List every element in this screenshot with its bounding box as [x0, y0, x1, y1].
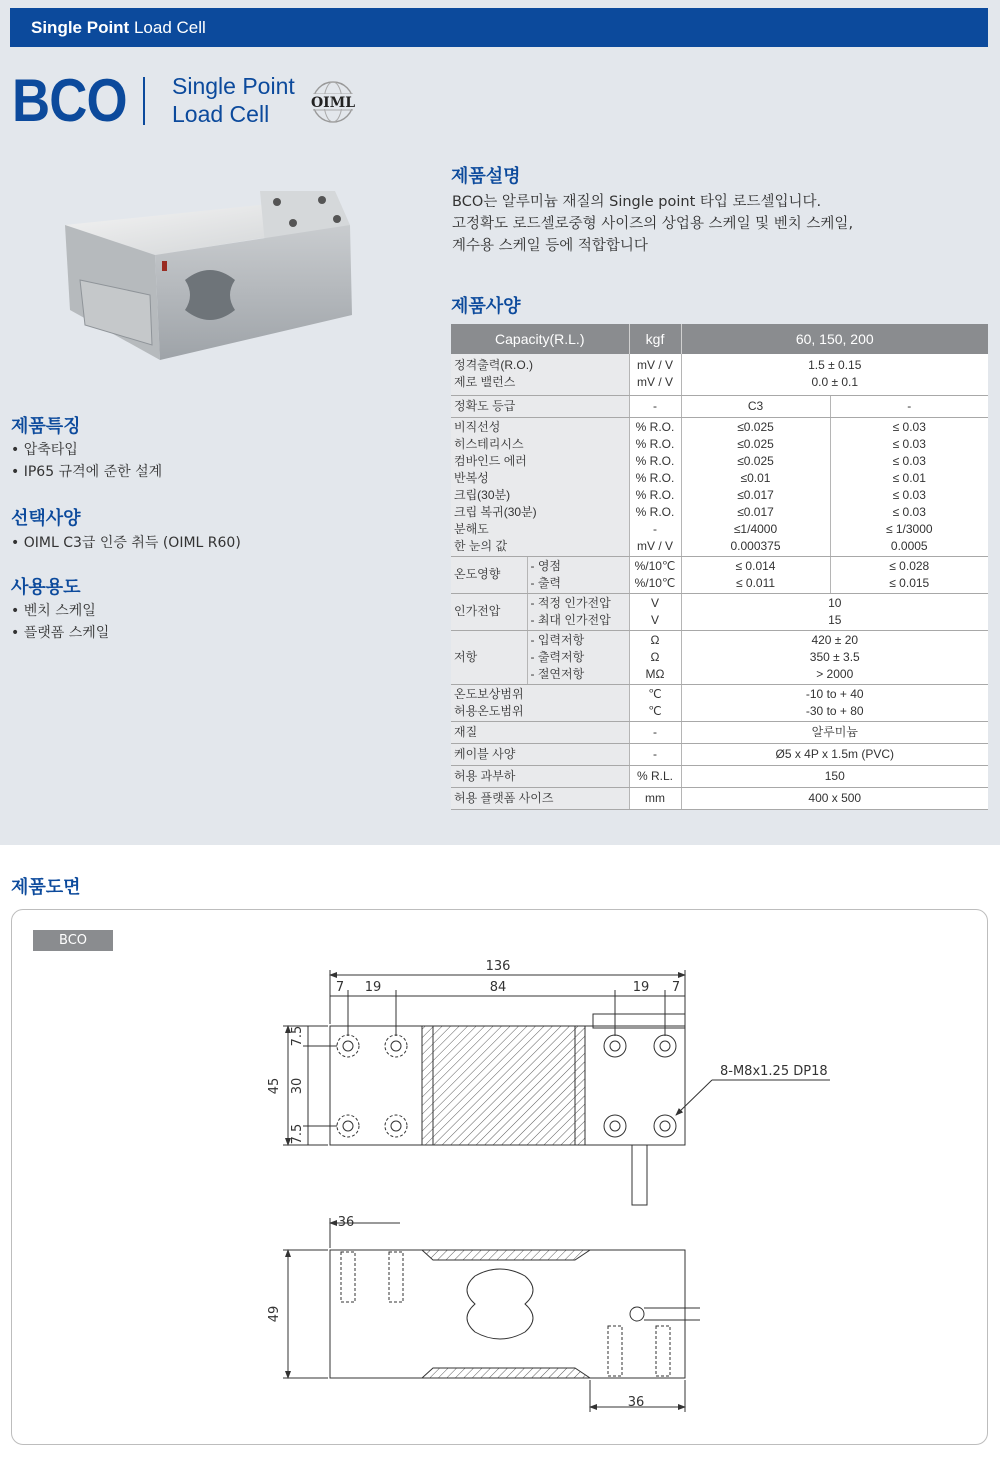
- list-item: • 압축타입: [11, 442, 78, 458]
- thread-note: 8-M8x1.25 DP18: [720, 1064, 828, 1079]
- table-row: 케이블 사양 - Ø5 x 4P x 1.5m (PVC): [451, 743, 988, 765]
- dim-edge-bottom: 7.5: [290, 1123, 305, 1145]
- drawing-model-tag: BCO: [33, 930, 113, 951]
- list-item: • 벤치 스케일: [11, 603, 96, 619]
- dim-side-bottom: 36: [627, 1395, 645, 1410]
- description-line: 고정확도 로드셀로중형 사이즈의 상업용 스케일 및 벤치 스케일,: [452, 216, 854, 232]
- description-title: 제품설명: [451, 166, 521, 187]
- title-divider: [143, 77, 145, 125]
- table-row: 인가전압 - 적정 인가전압 - 최대 인가전압 V V 10 15: [451, 593, 988, 630]
- subtitle-line-1: Single Point: [172, 73, 295, 99]
- features-list: [11, 439, 162, 483]
- unit-header: kgf: [629, 324, 681, 354]
- category-header-bold: Single Point: [31, 18, 130, 37]
- dim-side-top: 36: [337, 1215, 355, 1230]
- table-row: 비직선성 히스테리시스 컴바인드 에러 반복성 크립(30분) 크립 복귀(30분) 분해도 한 눈의 값 % R.O. % R.O. % R.O. % R.O. % R.O. % R.O. - mV / V ≤0.025 ≤0.025 ≤0.025 ≤0.01 ≤0.017 ≤0.017 ≤1/4000 0.000375 ≤ 0.03 ≤ 0.03 ≤ 0.03 ≤ 0.01 ≤ 0.03 ≤ 0.03 ≤ 1/3000 0.0005: [451, 417, 988, 556]
- table-row: 정격출력(R.O.) 제로 밸런스 mV / V mV / V 1.5 ± 0.15 0.0 ± 0.1: [451, 354, 988, 395]
- dim-height: 49: [267, 1305, 282, 1323]
- list-item: • OIML C3급 인증 취득 (OIML R60): [11, 535, 241, 551]
- dim-hole-span: 30: [290, 1077, 305, 1095]
- table-row: 허용 플랫폼 사이즈 mm 400 x 500: [451, 787, 988, 809]
- drawing-frame: [11, 909, 988, 1445]
- category-header-rest: Load Cell: [129, 18, 206, 37]
- product-photo: [60, 185, 360, 365]
- product-description: [452, 191, 853, 257]
- options-list: [11, 532, 241, 554]
- dim-right-edge: 7: [671, 980, 681, 995]
- list-item: • IP65 규격에 준한 설계: [11, 464, 163, 480]
- description-line: 계수용 스케일 등에 적합합니다: [452, 238, 648, 254]
- options-title: 선택사양: [11, 508, 81, 529]
- table-row: 온도보상범위 허용온도범위 ℃ ℃ -10 to + 40 -30 to + 80: [451, 684, 988, 721]
- dim-total-length: 136: [485, 959, 511, 974]
- applications-list: [11, 600, 109, 644]
- dim-left-edge: 7: [335, 980, 345, 995]
- list-item: • 플랫폼 스케일: [11, 625, 110, 641]
- category-header: [10, 8, 988, 47]
- oiml-logo: [304, 78, 362, 126]
- model-name: BCO: [12, 67, 127, 134]
- product-subtitle: [172, 72, 295, 128]
- dim-width: 45: [267, 1077, 282, 1095]
- dim-edge-top: 7.5: [290, 1025, 305, 1047]
- dim-left-hole: 19: [364, 980, 382, 995]
- capacity-value-header: 60, 150, 200: [681, 324, 988, 354]
- features-title: 제품특징: [11, 416, 81, 437]
- capacity-header: Capacity(R.L.): [451, 324, 629, 354]
- oiml-logo-text: OIML: [310, 95, 356, 111]
- table-row: 저항 - 입력저항 - 출력저항 - 절연저항 Ω Ω MΩ 420 ± 20 350 ± 3.5 > 2000: [451, 630, 988, 684]
- dim-right-hole: 19: [632, 980, 650, 995]
- table-header-row: [451, 324, 988, 354]
- description-line: BCO는 알루미늄 재질의 Single point 타입 로드셀입니다.: [452, 194, 822, 210]
- dim-center: 84: [489, 980, 507, 995]
- table-row: 허용 과부하 % R.L. 150: [451, 765, 988, 787]
- spec-title: 제품사양: [451, 296, 521, 317]
- spec-table: [451, 324, 988, 810]
- table-row: 재질 - 알루미늄: [451, 721, 988, 743]
- subtitle-line-2: Load Cell: [172, 101, 270, 127]
- drawing-title: 제품도면: [11, 877, 81, 898]
- table-row: 정확도 등급 - C3 -: [451, 395, 988, 417]
- table-row: 온도영향 - 영점 - 출력 %/10℃ %/10℃ ≤ 0.014 ≤ 0.011 ≤ 0.028 ≤ 0.015: [451, 556, 988, 593]
- applications-title: 사용용도: [11, 577, 81, 598]
